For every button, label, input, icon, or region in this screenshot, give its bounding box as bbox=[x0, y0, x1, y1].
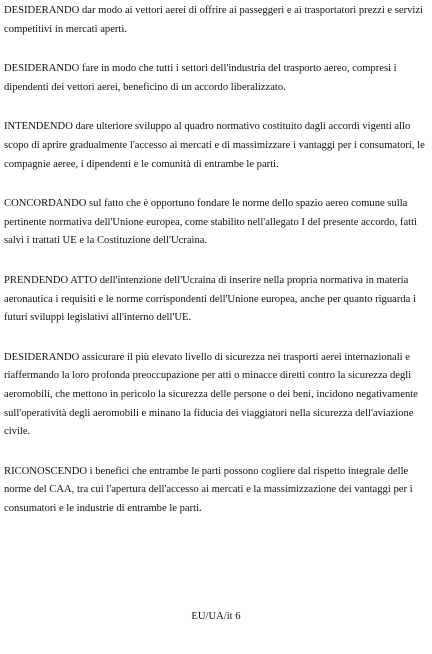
recital-keyword: INTENDENDO bbox=[4, 121, 73, 133]
page-footer bbox=[0, 610, 432, 624]
recital-text: i benefici che entrambe le parti possono cogliere dal rispetto integrale delle norme del CAA, tra cui l'apertura dell'accesso ai mercati e la massimizzazione dei vantaggi per i consumatori e le industrie di entrambe le parti. bbox=[4, 465, 413, 514]
recital-paragraph bbox=[4, 60, 428, 97]
recital-keyword: PRENDENDO ATTO bbox=[4, 274, 98, 286]
page-reference: EU/UA/it 6 bbox=[191, 611, 241, 622]
recital-keyword: DESIDERANDO bbox=[4, 351, 80, 363]
recital-text: dare ulteriore sviluppo al quadro normativo costituito dagli accordi vigenti allo scopo di aprire gradualmente l'accesso ai mercati e di massimizzare i vantaggi per i consumatori, le compagnie aeree, i dipendenti e le comunità di entrambe le parti. bbox=[4, 121, 425, 170]
document-body bbox=[4, 2, 428, 539]
recital-keyword: DESIDERANDO bbox=[4, 5, 80, 16]
recital-keyword: RICONOSCENDO bbox=[4, 465, 87, 477]
recital-text: dar modo ai vettori aerei di offrire ai passeggeri e ai trasportatori prezzi e servizi competitivi in mercati aperti. bbox=[4, 5, 423, 35]
recital-paragraph bbox=[4, 272, 428, 328]
recital-text: assicurare il più elevato livello di sicurezza nei trasporti aerei internazionali e riaffermando la loro profonda preoccupazione per atti o minacce diretti contro la sicurezza degli aeromobili, che mettono in pericolo la sicurezza delle persone o dei beni, incidono negativamente sull'operatività degli aeromobili e minano la fiducia dei viaggiatori nella sicurezza dell'aviazione civile. bbox=[4, 351, 418, 438]
recital-paragraph bbox=[4, 118, 428, 174]
recital-text: dell'intenzione dell'Ucraina di inserire nella propria normativa in materia aeronautica i requisiti e le norme corrispondenti dell'Unione europea, anche per quanto riguarda i futuri sviluppi legislativi all'interno dell'UE. bbox=[4, 274, 416, 324]
recital-text: fare in modo che tutti i settori dell'industria del trasporto aereo, compresi i dipendenti dei vettori aerei, beneficino di un accordo liberalizzato. bbox=[4, 63, 397, 93]
recital-paragraph bbox=[4, 463, 428, 519]
recital-paragraph bbox=[4, 2, 428, 39]
recital-paragraph bbox=[4, 349, 428, 442]
recital-keyword: CONCORDANDO bbox=[4, 198, 87, 210]
recital-paragraph bbox=[4, 195, 428, 251]
recital-text: sul fatto che è opportuno fondare le norme dello spazio aereo comune sulla pertinente normativa dell'Unione europea, come stabilito nell'allegato I del presente accordo, fatti salvi i trattati UE e la Costituzione dell'Ucraina. bbox=[4, 198, 417, 247]
recital-keyword: DESIDERANDO bbox=[4, 63, 80, 75]
